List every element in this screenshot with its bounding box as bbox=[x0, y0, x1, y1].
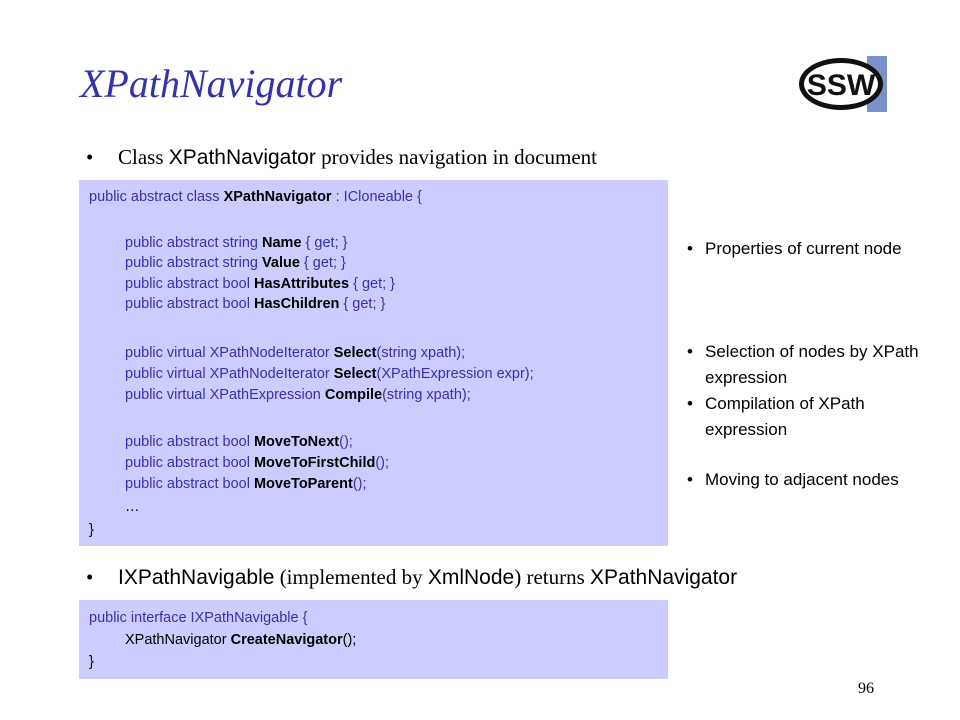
side-note-item: • Selection of nodes by XPath expression bbox=[687, 339, 940, 391]
code-block-xpathnavigator bbox=[79, 180, 668, 546]
side-note-item: • Moving to adjacent nodes bbox=[687, 467, 960, 493]
code-line: public virtual XPathExpression Compile(string xpath); bbox=[125, 387, 471, 403]
page-number: 96 bbox=[858, 680, 874, 697]
bullet2-text-b: (implemented by bbox=[274, 565, 428, 589]
code-block-ixpathnavigable bbox=[79, 600, 668, 679]
slide-title: XPathNavigator bbox=[80, 61, 343, 106]
code-line-close-brace: } bbox=[89, 654, 94, 670]
code-line: public abstract bool MoveToNext(); bbox=[125, 434, 353, 450]
bullet-xpathnavigator-class bbox=[86, 145, 597, 170]
bullet1-text-b: XPathNavigator bbox=[168, 146, 316, 169]
side-notes-properties bbox=[687, 236, 930, 262]
code-line-ellipsis: … bbox=[125, 499, 140, 515]
code-line: public abstract bool MoveToFirstChild(); bbox=[125, 455, 390, 471]
bullet2-text-d: ) returns bbox=[514, 565, 591, 589]
code-line: public abstract class XPathNavigator : ICloneable { bbox=[89, 189, 422, 205]
code-line-close-brace: } bbox=[89, 522, 94, 538]
bullet1-text-c: provides navigation in document bbox=[315, 145, 597, 169]
bullet-marker: • bbox=[86, 565, 94, 589]
ssw-logo bbox=[797, 56, 887, 112]
code-line: public abstract bool HasChildren { get; } bbox=[125, 296, 386, 312]
side-notes-moving bbox=[687, 467, 960, 493]
bullet2-text-a: IXPathNavigable bbox=[118, 566, 275, 589]
code-line: public virtual XPathNodeIterator Select(string xpath); bbox=[125, 345, 466, 361]
side-note-item: • Compilation of XPath expression bbox=[687, 391, 940, 443]
code-line: public abstract bool HasAttributes { get; } bbox=[125, 276, 396, 292]
bullet-marker: • bbox=[86, 145, 94, 169]
code-line: XPathNavigator CreateNavigator(); bbox=[125, 632, 357, 648]
side-notes-selection bbox=[687, 339, 940, 443]
code-line: public abstract bool MoveToParent(); bbox=[125, 476, 367, 492]
bullet1-text-a: Class bbox=[118, 145, 169, 169]
bullet2-text-e: XPathNavigator bbox=[590, 566, 738, 589]
bullet-ixpathnavigable bbox=[86, 565, 737, 590]
code-line: public abstract string Name { get; } bbox=[125, 235, 348, 251]
side-note-item: • Properties of current node bbox=[687, 236, 930, 262]
code-line: public virtual XPathNodeIterator Select(XPathExpression expr); bbox=[125, 366, 534, 382]
code-line: public abstract string Value { get; } bbox=[125, 255, 346, 271]
bullet2-text-c: XmlNode bbox=[427, 566, 515, 589]
code-line: public interface IXPathNavigable { bbox=[89, 610, 308, 626]
logo-text: SSW bbox=[806, 69, 876, 102]
